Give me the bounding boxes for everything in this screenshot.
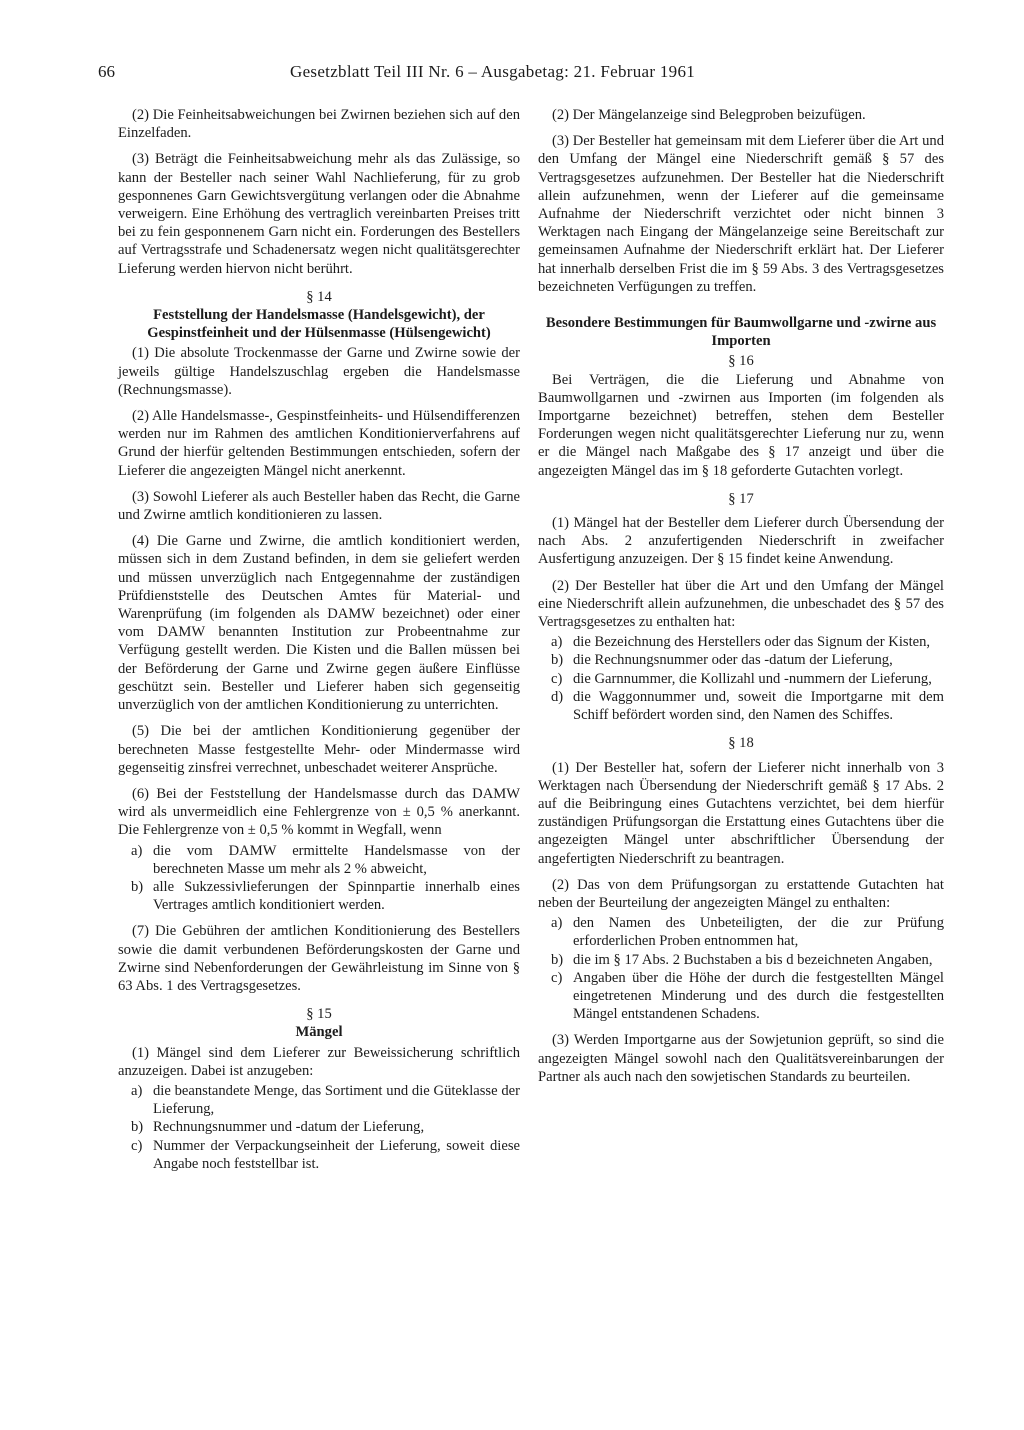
paragraph-15-3: (3) Der Besteller hat gemeinsam mit dem Lieferer über die Art und den Umfang der Mängel eine Niederschrift gemäß § 57 des Vertragsgesetzes aufzunehmen. Der Besteller hat die Niederschrift allein aufzunehmen, wenn der Lieferer auf die gemeinsame Aufnahme der Niederschrift verzichtet oder nicht binnen 3 Werktagen nach Eingang der Mängelanzeige seine Bereitschaft zur gemeinsamen Aufnahme der Niederschrift erklärt hat. Der Lieferer hat innerhalb derselben Frist die im § 59 Abs. 3 des Vertragsgesetzes bezeichneten Verfügungen zu treffen. (538, 133, 944, 295)
list-item-text: die im § 17 Abs. 2 Buchstaben a bis d bezeichneten Angaben, (573, 951, 933, 968)
list-marker: b) (551, 951, 564, 968)
list-marker: d) (551, 688, 564, 705)
section-14-number: § 14 (306, 288, 332, 305)
list-marker: b) (131, 878, 144, 895)
list-17-2 (538, 633, 944, 724)
paragraph-15-1: (1) Mängel sind dem Lieferer zur Beweissicherung schriftlich anzuzeigen. Dabei ist anzugeben: (118, 1044, 520, 1079)
paragraph-14-4: (4) Die Garne und Zwirne, die amtlich konditioniert werden, müssen sich in dem Zustand befinden, in dem sie geliefert werden und müssen unverzüglich nach Entgegennahme der zuständigen Prüfdienststelle des Deutschen Amtes für Material- und Warenprüfung (im folgenden als DAMW bezeichnet) oder einer vom DAMW benannten Institution zur Probeentnahme zur Verfügung gestellt werden. Die Kisten und die Ballen müssen bei der Beförderung der Garne und Zwirne gegen äußere Einflüsse geschützt sein. Besteller und Lieferer haben sich gegenseitig unverzüglich von der amtlichen Konditionierung zu unterrichten. (118, 533, 520, 714)
paragraph-17-1: (1) Mängel hat der Besteller dem Lieferer durch Übersendung der nach Abs. 2 anzufertigenden Niederschrift in zweifacher Ausfertigung anzuzeigen. Der § 15 findet keine Anwendung. (538, 515, 944, 568)
paragraph-15-2: (2) Der Mängelanzeige sind Belegproben beizufügen. (552, 107, 866, 123)
paragraph-13-3: (3) Beträgt die Feinheitsabweichung mehr als das Zulässige, so kann der Besteller nach seiner Wahl Nachlieferung, für zu grob gesponnenes Garn Gewichtsvergütung verlangen oder die Abnahme verweigern. Eine Erhöhung des vertraglich vereinbarten Preises tritt bei zu fein gesponnenem Garn nicht ein. Forderungen des Bestellers auf Vertragsstrafe und Schadenersatz wegen nicht qualitätsgerechter Lieferung werden hiervon nicht berührt. (118, 151, 520, 277)
list-14-6 (118, 842, 520, 915)
list-item (538, 670, 944, 688)
page-header-title: Gesetzblatt Teil III Nr. 6 – Ausgabetag: 21. Februar 1961 (290, 62, 696, 81)
list-item-text: die Bezeichnung des Herstellers oder das Signum der Kisten, (573, 634, 931, 651)
section-14-heading: Feststellung der Handelsmasse (Handelsgewicht), der Gespinstfeinheit und der Hülsenmasse (Hülsengewicht) (147, 307, 491, 342)
section-15-heading: Mängel (295, 1024, 343, 1041)
list-item-text: Angaben über die Höhe der durch die festgestellten Mängel eingetretenen Minderung und des durch die festgestellten Mängel entstandenen Schadens. (573, 969, 944, 1023)
paragraph-18-3: (3) Werden Importgarne aus der Sowjetunion geprüft, so sind die angezeigten Mängel sowohl nach den Qualitätsvereinbarungen der Partner als auch nach den sowjetischen Standards zu beurteilen. (538, 1032, 944, 1085)
paragraph-14-6: (6) Bei der Feststellung der Handelsmasse durch das DAMW wird als unvermeidlich eine Fehlergrenze von ± 0,5 % anerkannt. Die Fehlergrenze von ± 0,5 % kommt in Wegfall, wenn (118, 785, 520, 839)
list-item-text: Nummer der Verpackungseinheit der Lieferung, soweit diese Angabe noch feststellbar ist. (153, 1137, 520, 1172)
section-17-number: § 17 (728, 490, 754, 507)
paragraph-16: Bei Verträgen, die die Lieferung und Abnahme von Baumwollgarnen und -zwirnen aus Importen (im folgenden als Importgarne bezeichnet) betreffen, stehen dem Besteller Forderungen wegen nicht qualitätsgerechter Lieferung nur zu, wenn er die Mängel nach Maßgabe des § 17 anzeigt und über die angezeigten Mängel das im § 18 geforderte Gutachten vorlegt. (538, 371, 944, 479)
list-item (538, 914, 944, 950)
list-item-text: die vom DAMW ermittelte Handelsmasse von der berechneten Masse um mehr als 2 % abweicht, (153, 842, 520, 877)
list-marker: b) (551, 652, 564, 669)
section-15-number: § 15 (306, 1006, 332, 1023)
list-item-text: die Rechnungsnummer oder das -datum der Lieferung, (573, 652, 893, 669)
paragraph-14-1: (1) Die absolute Trockenmasse der Garne und Zwirne sowie der jeweils gültige Handelszuschlag ergeben die Handelsmasse (Rechnungsmasse). (118, 345, 520, 398)
paragraph-18-2: (2) Das von dem Prüfungsorgan zu erstattende Gutachten hat neben der Beurteilung der angezeigten Mängel zu enthalten: (538, 876, 944, 911)
list-item-text: Rechnungsnummer und -datum der Lieferung, (153, 1119, 425, 1136)
section-16-number: § 16 (728, 353, 754, 370)
list-item (538, 688, 944, 724)
right-column (538, 106, 944, 1094)
list-15-1 (118, 1082, 520, 1173)
left-column (118, 106, 520, 1181)
list-item (118, 1137, 520, 1173)
paragraph-14-3: (3) Sowohl Lieferer als auch Besteller haben das Recht, die Garne und Zwirne amtlich konditionieren zu lassen. (118, 488, 520, 524)
list-marker: a) (131, 1082, 143, 1099)
paragraph-14-2: (2) Alle Handelsmasse-, Gespinstfeinheits- und Hülsendifferenzen werden nur im Rahmen des amtlichen Konditionierverfahrens auf Grund der hierfür geltenden Bestimmungen entschieden, sofern der Lieferer die angezeigten Mängel nicht anerkennt. (118, 408, 520, 479)
special-provisions-heading: Besondere Bestimmungen für Baumwollgarne und -zwirne aus Importen (545, 315, 937, 350)
list-item (118, 878, 520, 914)
section-18-number: § 18 (728, 735, 754, 752)
list-item-text: die Garnnummer, die Kollizahl und -nummern der Lieferung, (573, 670, 932, 687)
list-item (538, 969, 944, 1024)
list-item (118, 1118, 520, 1136)
list-item (538, 651, 944, 669)
list-item-text: die Waggonnummer und, soweit die Importgarne mit dem Schiff befördert worden sind, den Namen des Schiffes. (573, 688, 944, 724)
paragraph-14-7: (7) Die Gebühren der amtlichen Konditionierung des Bestellers sowie die damit verbundenen Beförderungskosten der Garne und Zwirne sind Nebenforderungen der Gewährleistung im Sinne von § 63 Abs. 1 des Vertragsgesetzes. (118, 923, 520, 994)
paragraph-13-2: (2) Die Feinheitsabweichungen bei Zwirnen beziehen sich auf den Einzelfaden. (118, 107, 520, 142)
paragraph-14-5: (5) Die bei der amtlichen Konditionierung gegenüber der berechneten Masse festgestellte Mehr- oder Mindermasse wird gegenseitig zinsfrei verrechnet, unbeschadet weiterer Ansprüche. (118, 723, 520, 776)
list-marker: c) (551, 969, 563, 986)
paragraph-17-2: (2) Der Besteller hat über die Art und den Umfang der Mängel eine Niederschrift allein aufzunehmen, die unbeschadet des § 57 des Vertragsgesetzes zu enthalten hat: (538, 577, 944, 631)
list-item (538, 633, 944, 651)
list-item (118, 1082, 520, 1118)
list-item-text: die beanstandete Menge, das Sortiment und die Güteklasse der Lieferung, (153, 1082, 520, 1118)
paragraph-18-1: (1) Der Besteller hat, sofern der Lieferer nicht innerhalb von 3 Werktagen nach Übersendung der Niederschrift gemäß § 17 Abs. 2 auf die Beibringung eines Gutachtens verzichtet, bei dem hierfür zuständigen Prüfungsorgan die Erstattung eines Gutachtens über die angezeigten Mängel unter abschriftlicher Übersendung der angefertigten Niederschrift zu beantragen. (538, 759, 944, 867)
list-item (118, 842, 520, 878)
list-marker: c) (551, 670, 563, 687)
list-marker: a) (551, 634, 563, 651)
list-marker: a) (551, 915, 563, 932)
list-18-2 (538, 914, 944, 1023)
list-marker: a) (131, 842, 143, 859)
page-number: 66 (98, 62, 115, 81)
list-item-text: alle Sukzessivlieferungen der Spinnpartie innerhalb eines Vertrages amtlich konditioniert werden. (153, 878, 520, 914)
list-marker: c) (131, 1137, 143, 1154)
list-item-text: den Namen des Unbeteiligten, der die zur Prüfung erforderlichen Proben entnommen hat, (573, 915, 944, 950)
list-item (538, 951, 944, 969)
list-marker: b) (131, 1119, 144, 1136)
